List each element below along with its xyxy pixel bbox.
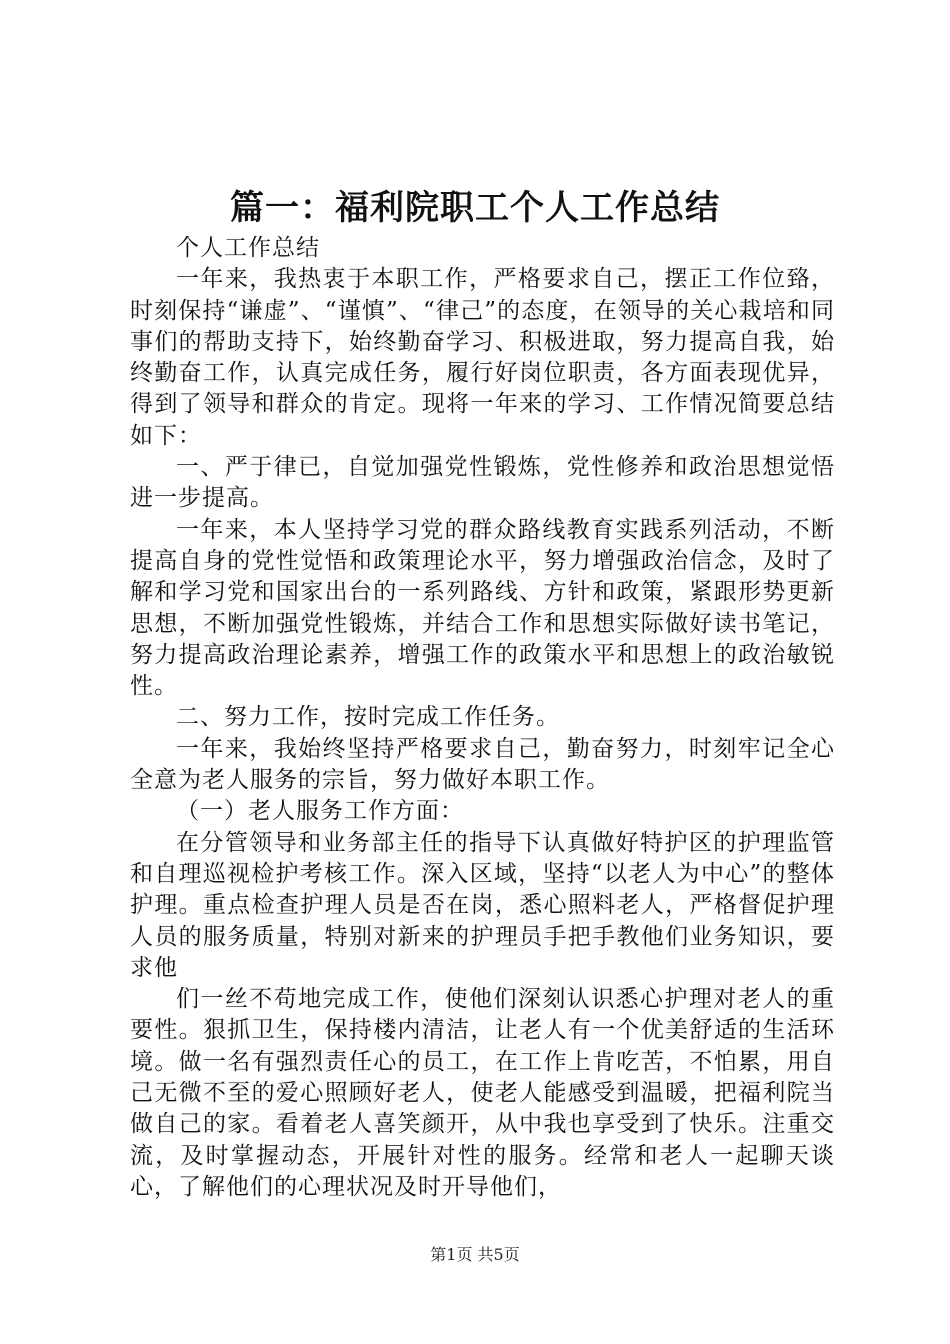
- paragraph: 个人工作总结: [176, 235, 320, 261]
- paragraph: 一、严于律已，自觉加强党性锻炼，党性修养和政治思想觉悟进一步提高。: [130, 454, 835, 512]
- document-body: [130, 233, 835, 1203]
- paragraph: 二、努力工作，按时完成工作任务。: [176, 704, 560, 731]
- page-footer: 第1页 共5页: [430, 1245, 520, 1264]
- paragraph: （一）老人服务工作方面：: [176, 798, 464, 825]
- document-title: 篇一：福利院职工个人工作总结: [230, 188, 720, 228]
- paragraph: 一年来，我热衷于本职工作，严格要求自己，摆正工作位臵，时刻保持“谦虚”、“谨慎”、“律己”的态度，在领导的关心栽培和同事们的帮助支持下，始终勤奋学习、积极进取，努力提高自我，始终勤奋工作，认真完成任务，履行好岗位职责，各方面表现优异，得到了领导和群众的肯定。现将一年来的学习、工作情况简要总结如下：: [130, 266, 835, 449]
- paragraph: 们一丝不苟地完成工作，使他们深刻认识悉心护理对老人的重要性。狠抓卫生，保持楼内清洁，让老人有一个优美舒适的生活环境。做一名有强烈责任心的员工，在工作上肯吃苦，不怕累，用自己无微不至的爱心照顾好老人，使老人能感受到温暖，把福利院当做自己的家。看着老人喜笑颜开，从中我也享受到了快乐。注重交流，及时掌握动态，开展针对性的服务。经常和老人一起聊天谈心，了解他们的心理状况及时开导他们，: [130, 986, 835, 1200]
- paragraph: 一年来，我始终坚持严格要求自己，勤奋努力，时刻牢记全心全意为老人服务的宗旨，努力做好本职工作。: [130, 735, 835, 794]
- paragraph: 在分管领导和业务部主任的指导下认真做好特护区的护理监管和自理巡视检护考核工作。深入区域，坚持“以老人为中心”的整体护理。重点检查护理人员是否在岗，悉心照料老人，严格督促护理人员的服务质量，特别对新来的护理员手把手教他们业务知识，要求他: [130, 829, 835, 981]
- paragraph: 一年来，本人坚持学习党的群众路线教育实践系列活动，不断提高自身的党性觉悟和政策理论水平，努力增强政治信念，及时了解和学习党和国家出台的一系列路线、方针和政策，紧跟形势更新思想，不断加强党性锻炼，并结合工作和思想实际做好读书笔记，努力提高政治理论素养，增强工作的政策水平和思想上的政治敏锐性。: [130, 516, 835, 700]
